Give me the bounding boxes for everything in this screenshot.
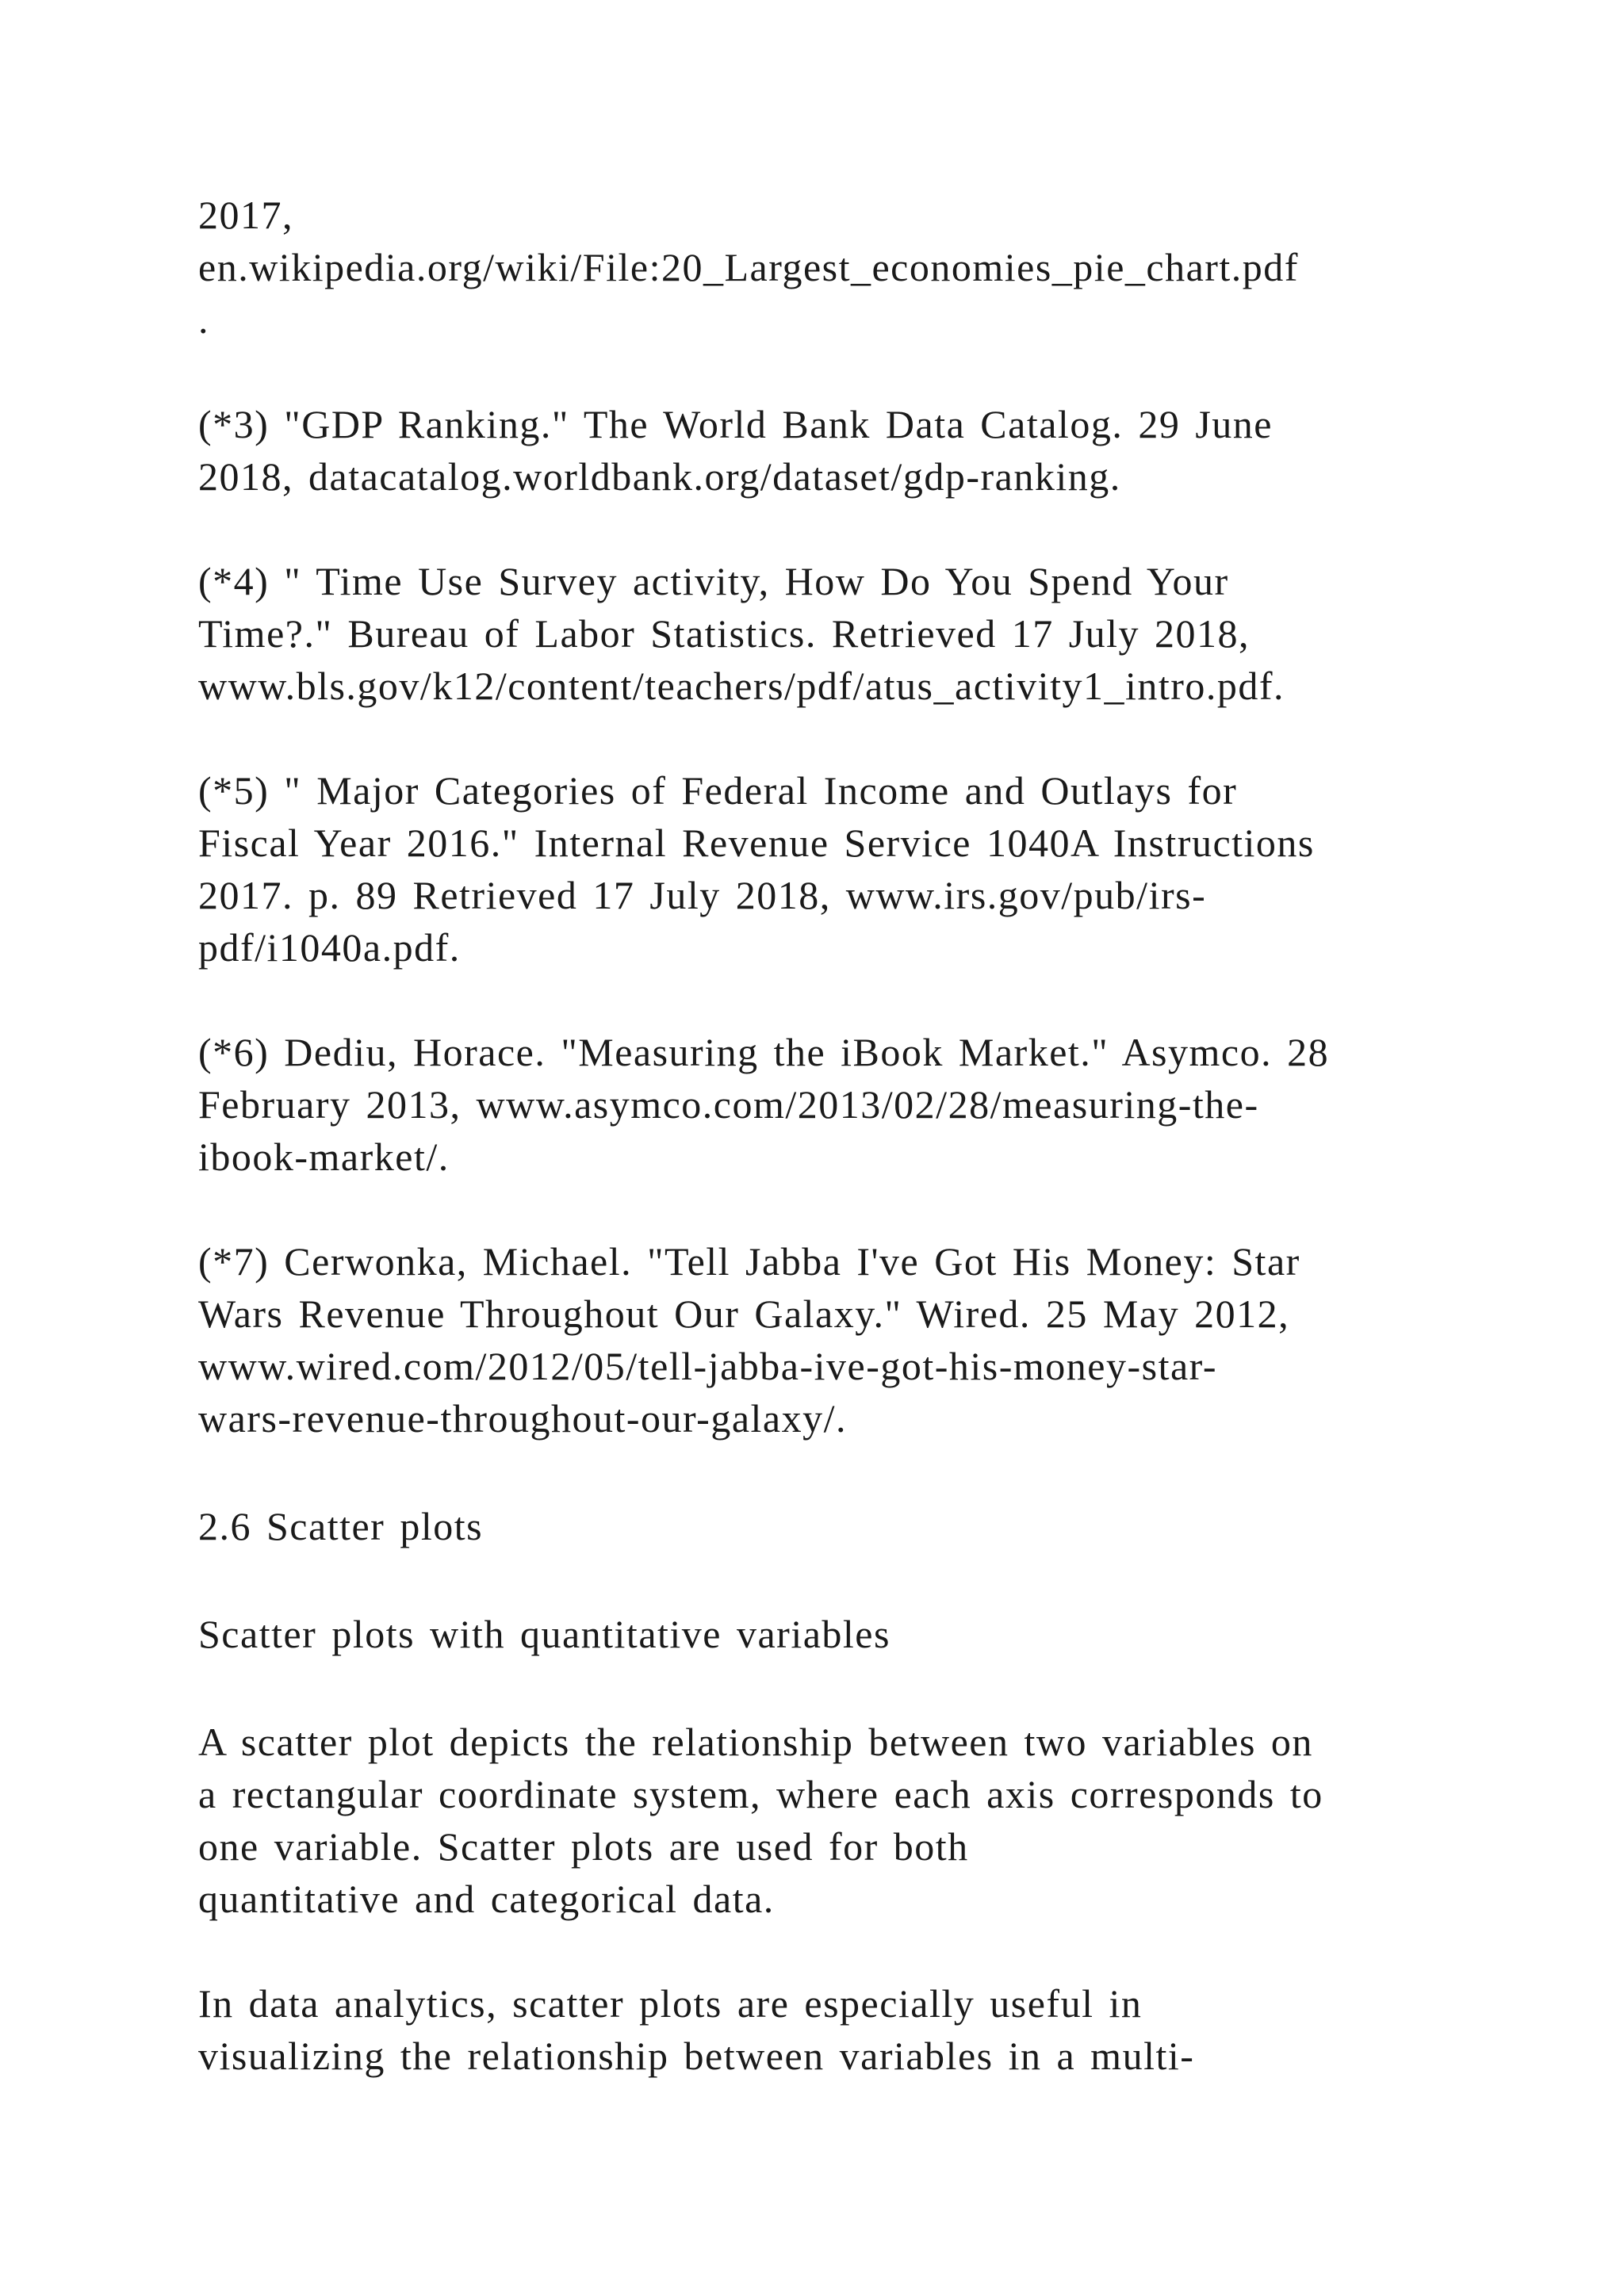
text-line: In data analytics, scatter plots are especially useful in <box>198 1981 1143 2026</box>
text-line: ibook-market/. <box>198 1135 450 1179</box>
paragraph-scatter-analytics <box>198 1977 1467 2082</box>
reference-4 <box>198 555 1467 712</box>
text-line: 2017, <box>198 193 293 237</box>
paragraph-gap <box>198 712 1467 764</box>
text-line: Fiscal Year 2016." Internal Revenue Service 1040A Instructions <box>198 821 1315 865</box>
text-line: a rectangular coordinate system, where each axis corresponds to <box>198 1772 1323 1816</box>
text-line: en.wikipedia.org/wiki/File:20_Largest_economies_pie_chart.pdf <box>198 245 1299 289</box>
paragraph-gap <box>198 1660 1467 1716</box>
text-line: quantitative and categorical data. <box>198 1877 775 1921</box>
text-line: 2018, datacatalog.worldbank.org/dataset/gdp-ranking. <box>198 454 1121 499</box>
text-line: . <box>198 297 209 342</box>
reference-6 <box>198 1026 1467 1183</box>
text-line: 2017. p. 89 Retrieved 17 July 2018, www.irs.gov/pub/irs- <box>198 873 1207 917</box>
text-line: Time?." Bureau of Labor Statistics. Retrieved 17 July 2018, <box>198 611 1251 656</box>
text-line: (*3) "GDP Ranking." The World Bank Data Catalog. 29 June <box>198 402 1273 446</box>
text-line: A scatter plot depicts the relationship between two variables on <box>198 1720 1313 1764</box>
paragraph-gap <box>198 974 1467 1026</box>
text-line: www.wired.com/2012/05/tell-jabba-ive-got-his-money-star- <box>198 1344 1217 1388</box>
text-line: (*4) " Time Use Survey activity, How Do You Spend Your <box>198 559 1229 603</box>
section-heading: 2.6 Scatter plots <box>198 1504 484 1548</box>
text-line: wars-revenue-throughout-our-galaxy/. <box>198 1396 847 1441</box>
paragraph-gap <box>198 346 1467 398</box>
paragraph-gap <box>198 1445 1467 1500</box>
section-subheading: Scatter plots with quantitative variables <box>198 1612 891 1656</box>
document-body <box>198 189 1467 2082</box>
paragraph-gap <box>198 503 1467 555</box>
text-line: visualizing the relationship between variables in a multi- <box>198 2034 1195 2078</box>
reference-5 <box>198 764 1467 974</box>
text-line: www.bls.gov/k12/content/teachers/pdf/atus_activity1_intro.pdf. <box>198 664 1285 708</box>
text-line: (*6) Dediu, Horace. "Measuring the iBook Market." Asymco. 28 <box>198 1030 1330 1074</box>
text-line: (*7) Cerwonka, Michael. "Tell Jabba I've Got His Money: Star <box>198 1239 1300 1284</box>
paragraph-gap <box>198 1925 1467 1977</box>
text-line: pdf/i1040a.pdf. <box>198 925 461 970</box>
paragraph-gap <box>198 1552 1467 1608</box>
text-line: (*5) " Major Categories of Federal Income and Outlays for <box>198 768 1238 813</box>
reference-2-tail <box>198 189 1467 346</box>
reference-7 <box>198 1235 1467 1445</box>
paragraph-scatter-definition <box>198 1716 1467 1925</box>
text-line: Wars Revenue Throughout Our Galaxy." Wired. 25 May 2012, <box>198 1292 1290 1336</box>
text-line: February 2013, www.asymco.com/2013/02/28/measuring-the- <box>198 1082 1259 1127</box>
text-line: one variable. Scatter plots are used for both <box>198 1824 969 1869</box>
paragraph-gap <box>198 1183 1467 1235</box>
reference-3 <box>198 398 1467 503</box>
